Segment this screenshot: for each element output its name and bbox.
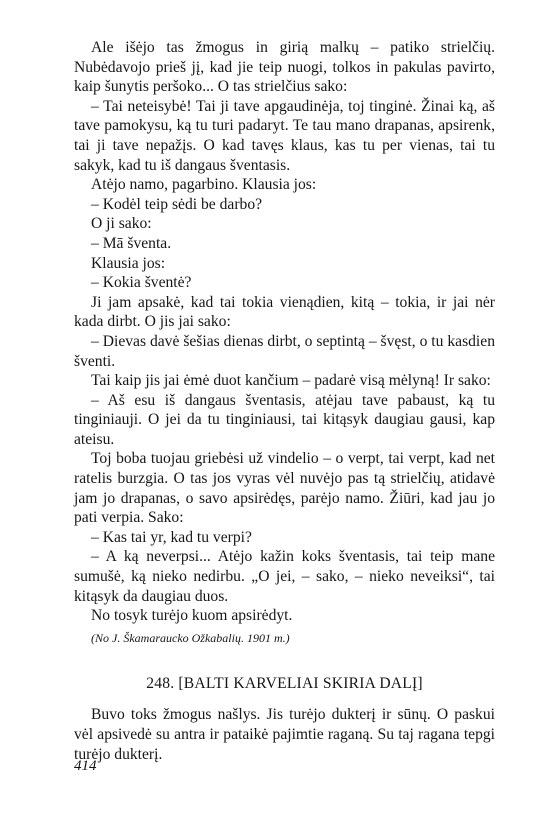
paragraph: – A ką neverpsi... Atėjo kažin koks šventasis, tai teip mane sumušė, ką nieko nedirbu. „O jei, – sako, – nieko neveiksi“, tai kitąsyk da daugiau duos.: [74, 548, 495, 605]
paragraph: – Kas tai yr, kad tu verpi?: [91, 528, 252, 546]
paragraph: Ale išėjo tas žmogus in girią malkų – patiko strielčių. Nubėdavojo prieš jį, kad jie teip nuogi, tolkos in pakulas pavirto, kaip šunytis peršoko... O tas strielčius sako:: [74, 39, 495, 96]
page-text: [74, 38, 495, 764]
paragraph: Toj boba tuojau griebėsi už vindelio – o verpt, tai verpt, kad net ratelis burzgia. O tas jos vyras vėl nuvėjo pas tą strielčių, atidavė jam jo drapanas, o savo apsirėdęs, parėjo namo. Žiūri, kad jau jo pati verpia. Sako:: [74, 450, 495, 527]
paragraph: Klausia jos:: [91, 254, 166, 272]
paragraph: – Dievas davė šešias dienas dirbt, o septintą – švęst, o tu kasdien šventi.: [74, 332, 495, 370]
paragraph: – Mā šventa.: [91, 234, 172, 252]
paragraph: – Aš esu iš dangaus šventasis, atėjau tave pabaust, ką tu tinginiauji. O jei da tu tinginiausi, tai kitąsyk daugiau gausi, kap ateisu.: [74, 391, 495, 448]
paragraph: Tai kaip jis jai ėmė duot kančium – padarė visą mėlyną! Ir sako:: [91, 372, 491, 390]
source-note: (No J. Škamaraucko Ožkabalių. 1901 m.): [91, 630, 290, 645]
paragraph: – Kokia šventė?: [91, 274, 192, 292]
paragraph: O ji sako:: [91, 215, 152, 233]
paragraph: Atėjo namo, pagarbino. Klausia jos:: [91, 176, 317, 194]
paragraph: – Kodėl teip sėdi be darbo?: [91, 195, 263, 213]
paragraph: Buvo toks žmogus našlys. Jis turėjo dukterį ir sūnų. O paskui vėl apsivedė su antra ir pataikė pajimtie raganą. Su taj ragana tepgi turėjo dukterį.: [74, 706, 495, 763]
paragraph: Ji jam apsakė, kad tai tokia vienądien, kitą – tokia, ir jai nėr kada dirbt. O jis jai sako:: [74, 293, 495, 331]
paragraph: No tosyk turėjo kuom apsirėdyt.: [91, 607, 293, 625]
page-number: 414: [74, 758, 97, 774]
paragraph: – Tai neteisybė! Tai ji tave apgaudinėja, toj tinginė. Žinai ką, aš tave pamokysu, ką tu turi padaryt. Te tau mano drapanas, apsirenk, tai ji tave nepažįs. O kad tavęs klaus, kas tu per vienas, tai tu sakyk, kad tu iš dangaus šventasis.: [74, 97, 495, 174]
tale-heading: 248. [BALTI KARVELIAI SKIRIA DALĮ]: [146, 674, 423, 692]
